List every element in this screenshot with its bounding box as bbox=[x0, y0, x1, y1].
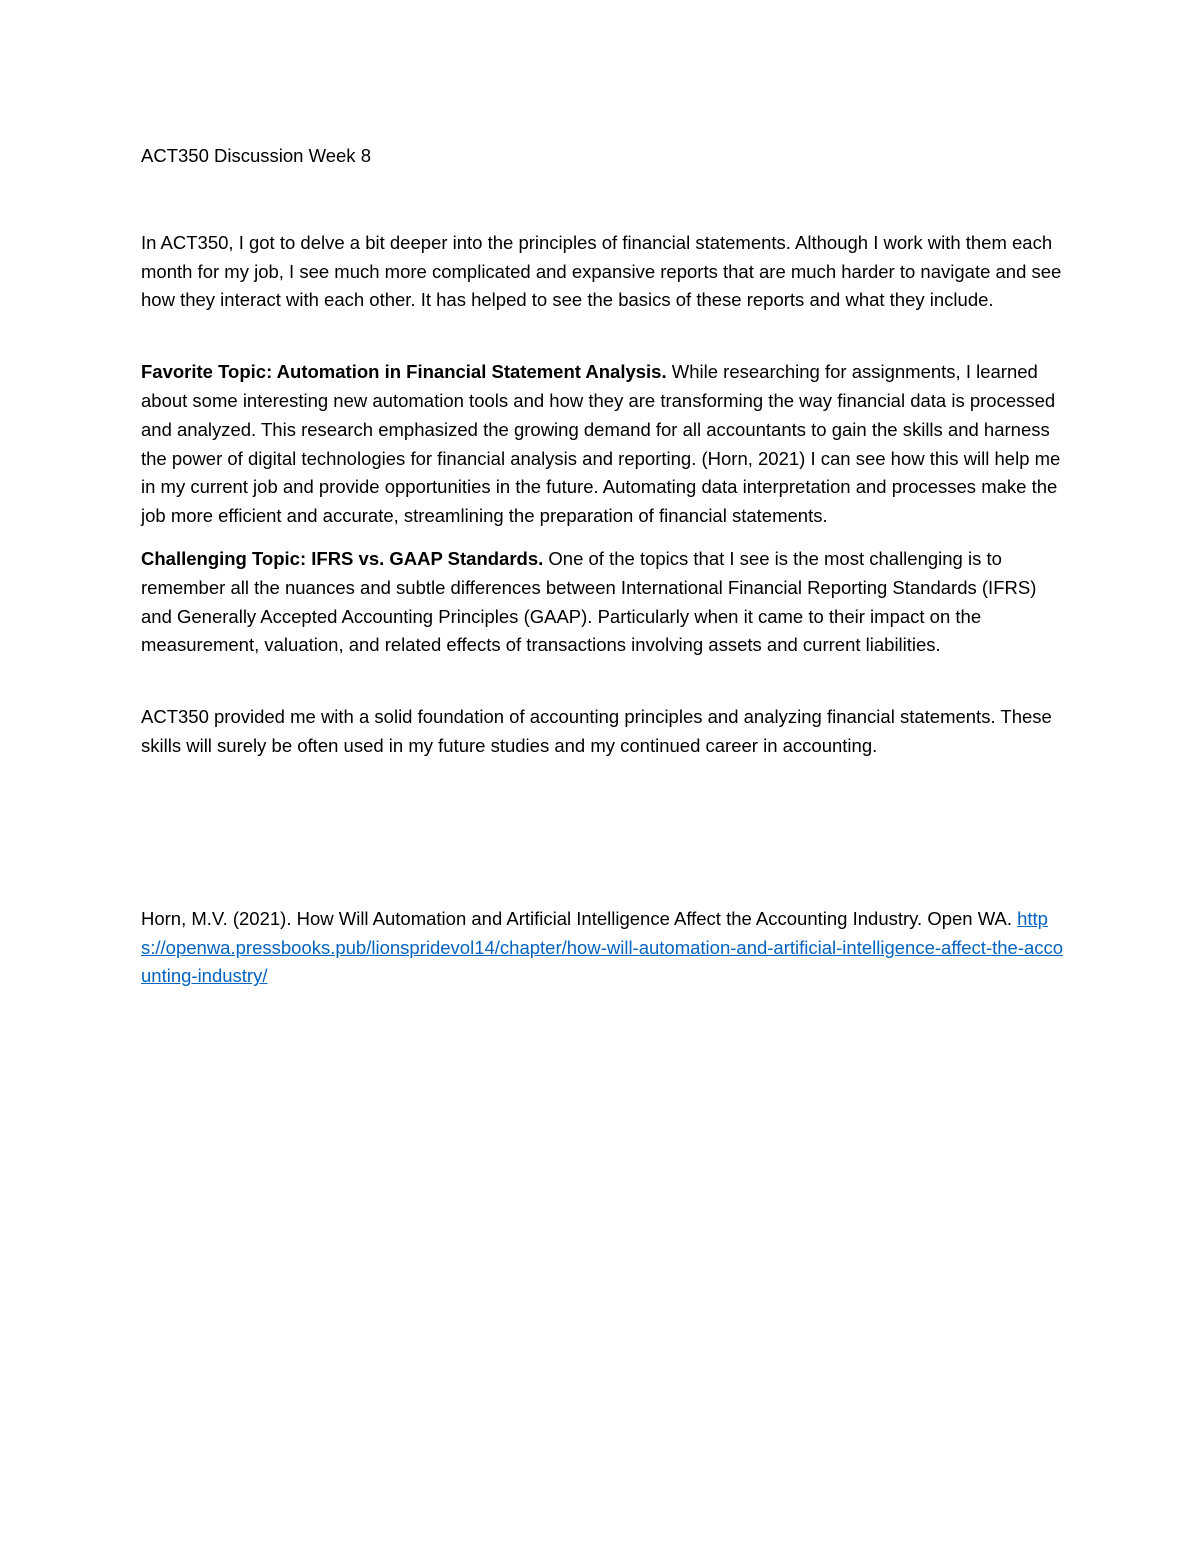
favorite-topic-heading: Favorite Topic: Automation in Financial Statement Analysis. bbox=[141, 361, 667, 383]
challenging-topic-heading: Challenging Topic: IFRS vs. GAAP Standards. bbox=[141, 547, 544, 569]
challenging-topic-body: One of the topics that I see is the most challenging is to remember all the nuances and subtle differences between International Financial Reporting Standards (IFRS) and Generally Accepted Accounting Principles (GAAP). Particularly when it came to their impact on the measurement, valuation, and related effects of transactions involving assets and current liabilities. bbox=[141, 547, 1037, 656]
reference-citation: Horn, M.V. (2021). How Will Automation and Artificial Intelligence Affect the Accounting Industry. Open WA. bbox=[141, 907, 1018, 929]
favorite-topic-body: While researching for assignments, I learned about some interesting new automation tools and how they are transforming the way financial data is processed and analyzed. This research emphasized the growing demand for all accountants to gain the skills and harness the power of digital technologies for financial analysis and reporting. (Horn, 2021) I can see how this will help me in my current job and provide opportunities in the future. Automating data interpretation and processes make the job more efficient and accurate, streamlining the preparation of financial statements. bbox=[141, 361, 1061, 527]
intro-paragraph: In ACT350, I got to delve a bit deeper into the principles of financial statements. Although I work with them each month for my job, I see much more complicated and expansive reports that are much harder to navigate and see how they interact with each other. It has helped to see the basics of these reports and what they include. bbox=[141, 231, 1062, 311]
document-body bbox=[141, 142, 1066, 1005]
challenging-topic-paragraph bbox=[141, 545, 1066, 660]
document-title: ACT350 Discussion Week 8 bbox=[141, 145, 371, 166]
favorite-topic-paragraph bbox=[141, 358, 1066, 531]
reference-entry bbox=[141, 905, 1066, 991]
reference-link[interactable]: https://openwa.pressbooks.pub/lionspridevol14/chapter/how-will-automation-and-artificial-intelligence-affect-the-accounting-industry/ bbox=[141, 907, 1064, 987]
conclusion-paragraph: ACT350 provided me with a solid foundation of accounting principles and analyzing financial statements. These skills will surely be often used in my future studies and my continued career in accounting. bbox=[141, 706, 1052, 756]
